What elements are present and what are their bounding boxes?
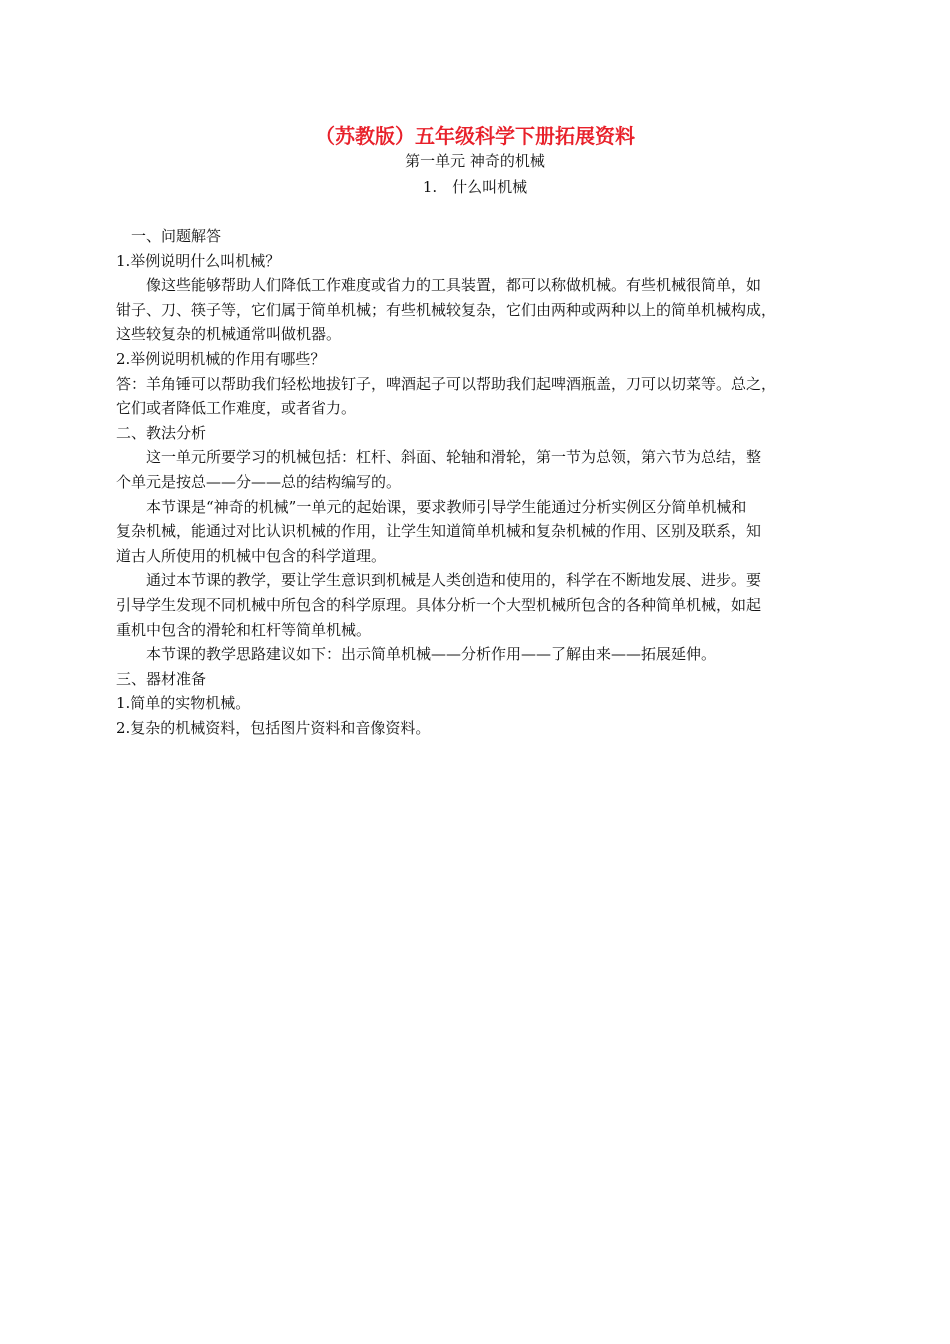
list-item: 1.简单的实物机械。 — [116, 694, 251, 713]
paragraph-line: 复杂机械，能通过对比认识机械的作用，让学生知道简单机械和复杂机械的作用、区别及联系，知 — [116, 522, 762, 541]
document-title: （苏教版）五年级科学下册拓展资料 — [315, 124, 635, 148]
section-heading: 三、器材准备 — [116, 669, 207, 688]
paragraph-line: 钳子、刀、筷子等，它们属于简单机械；有些机械较复杂，它们由两种或两种以上的简单机械构成， — [116, 300, 777, 319]
paragraph-line: 这些较复杂的机械通常叫做机器。 — [116, 325, 342, 344]
answer-line: 它们或者降低工作难度，或者省力。 — [116, 399, 357, 418]
question-line: 2.举例说明机械的作用有哪些？ — [116, 349, 326, 368]
section-heading: 二、教法分析 — [116, 423, 207, 442]
document-body — [116, 224, 846, 740]
unit-subtitle: 第一单元 神奇的机械 — [405, 152, 545, 170]
paragraph-line: 引导学生发现不同机械中所包含的科学原理。具体分析一个大型机械所包含的各种简单机械，如起 — [116, 595, 762, 614]
paragraph-line: 重机中包含的滑轮和杠杆等简单机械。 — [116, 620, 372, 639]
answer-line: 答：羊角锤可以帮助我们轻松地拔钉子，啤酒起子可以帮助我们起啤酒瓶盖，刀可以切菜等。总之， — [116, 374, 777, 393]
lesson-title: 1. 什么叫机械 — [422, 178, 528, 196]
paragraph-line: 这一单元所要学习的机械包括：杠杆、斜面、轮轴和滑轮，第一节为总领，第六节为总结，整 — [146, 448, 762, 467]
paragraph-line: 道古人所使用的机械中包含的科学道理。 — [116, 546, 387, 565]
question-line: 1.举例说明什么叫机械？ — [116, 251, 281, 270]
paragraph-line: 像这些能够帮助人们降低工作难度或省力的工具装置，都可以称做机械。有些机械很简单，如 — [146, 276, 762, 295]
paragraph-line: 个单元是按总——分——总的结构编写的。 — [116, 472, 402, 491]
paragraph-line: 通过本节课的教学，要让学生意识到机械是人类创造和使用的，科学在不断地发展、进步。要 — [146, 571, 762, 590]
paragraph-line: 本节课的教学思路建议如下：出示简单机械——分析作用——了解由来——拓展延伸。 — [146, 645, 717, 664]
section-heading: 一、问题解答 — [131, 227, 222, 245]
list-item: 2.复杂的机械资料，包括图片资料和音像资料。 — [116, 718, 431, 737]
paragraph-line: 本节课是“神奇的机械”一单元的起始课，要求教师引导学生能通过分析实例区分简单机械和 — [146, 497, 747, 516]
